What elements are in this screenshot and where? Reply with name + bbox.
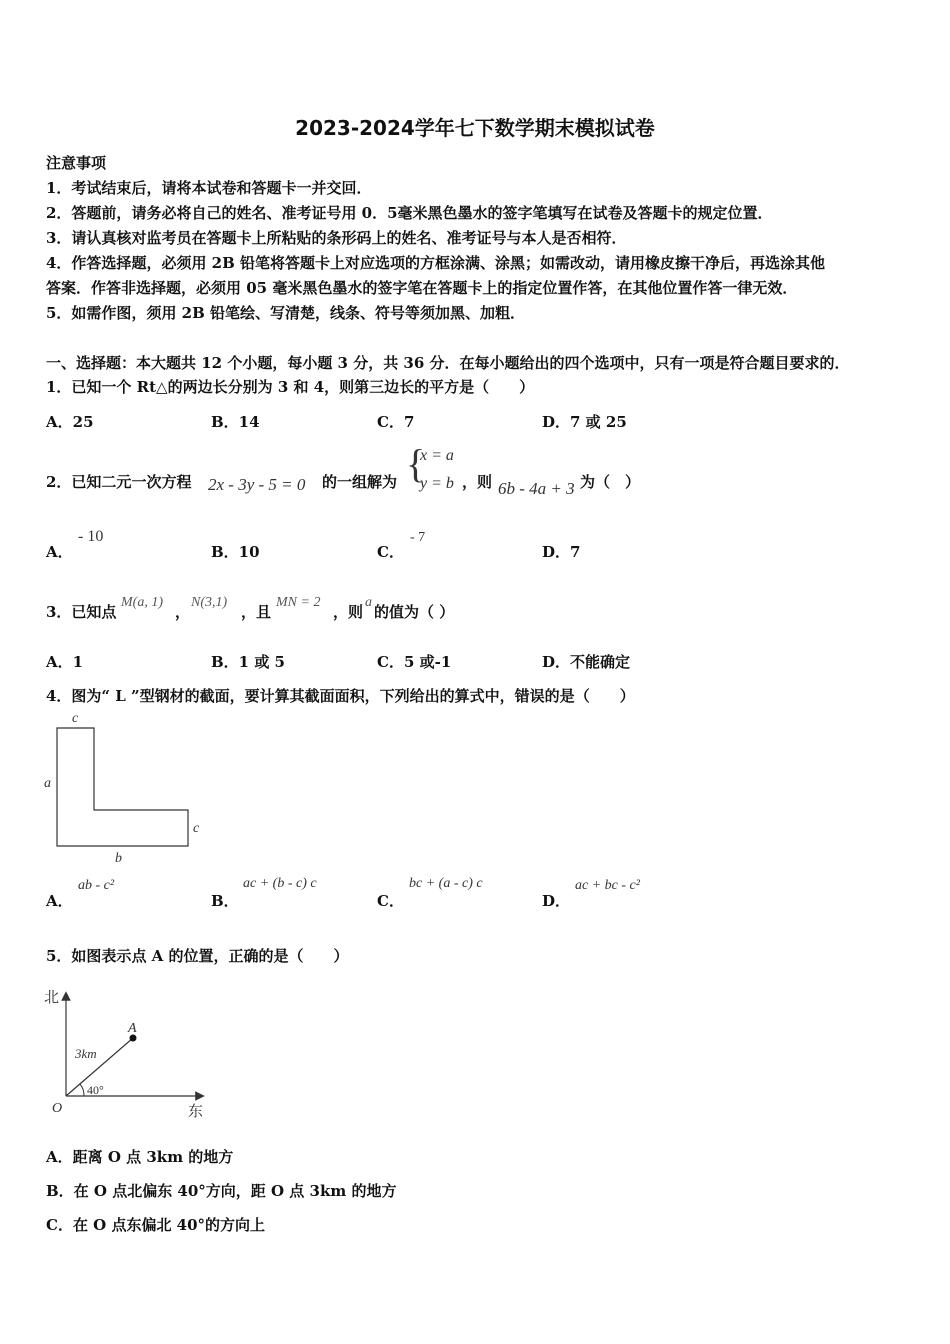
angle-label: 40°: [87, 1083, 104, 1097]
q1-option-a: A．25: [46, 413, 94, 431]
q1-option-b: B．14: [211, 413, 260, 431]
north-label: 北: [44, 990, 60, 1006]
label-c-right: c: [193, 821, 200, 836]
q4-option-b-value: ac + (b - c) c: [243, 876, 317, 891]
q3-option-a: A．1: [46, 653, 84, 671]
q4-option-a-value: ab - c²: [78, 878, 115, 893]
q2-stem-text: ，则: [462, 473, 493, 491]
notice-item: 4．作答选择题，必须用 2B 铅笔将答题卡上对应选项的方框涂满、涂黑；如需改动，请用橡皮擦干净后，再选涂其他: [46, 254, 826, 272]
q3-option-b: B．1 或 5: [211, 653, 285, 671]
q5-option-b: B．在 O 点北偏东 40°方向，距 O 点 3km 的地方: [46, 1182, 397, 1200]
q4-option-a: A．: [46, 892, 73, 910]
q1-option-c: C．7: [377, 413, 415, 431]
q2-stem-text: 的一组解为: [322, 473, 398, 491]
question-2-stem-start: 2．已知二元一次方程: [46, 473, 192, 491]
notice-item: 答案．作答非选择题，必须用 05 毫米黑色墨水的签字笔在答题卡上的指定位置作答，在其他位置作答一律无效．: [46, 279, 798, 297]
notice-item: 1．考试结束后，请将本试卷和答题卡一并交回．: [46, 179, 372, 197]
q2-option-a: A．: [46, 543, 73, 561]
q4-option-d: D．: [542, 892, 571, 910]
q2-system-bottom: y = b: [420, 475, 454, 492]
q3-point-n: N(3,1): [191, 595, 228, 610]
section-heading: 一、选择题：本大题共 12 个小题，每小题 3 分，共 36 分．在每小题给出的四个选项中，只有一项是符合题目要求的．: [46, 354, 850, 372]
l-shape-outline: [57, 728, 188, 846]
label-c-top: c: [72, 711, 79, 726]
notice-item: 5．如需作图，须用 2B 铅笔绘、写清楚，线条、符号等须加黑、加粗．: [46, 304, 525, 322]
q3-separator: ，: [175, 603, 191, 621]
page-title: 2023-2024学年七下数学期末模拟试卷: [295, 116, 655, 140]
q3-variable-a: a: [365, 595, 372, 610]
q3-option-d: D．不能确定: [542, 653, 631, 671]
question-5-stem: 5．如图表示点 A 的位置，正确的是（ ）: [46, 947, 349, 965]
q4-option-d-value: ac + bc - c²: [575, 878, 640, 893]
notice-item: 3．请认真核对监考员在答题卡上所粘贴的条形码上的姓名、准考证号与本人是否相符．: [46, 229, 627, 247]
notice-heading: 注意事项: [46, 154, 107, 172]
label-a: a: [44, 776, 51, 791]
q5-option-c: C．在 O 点东偏北 40°的方向上: [46, 1216, 266, 1234]
l-shape-diagram: [40, 708, 210, 868]
q4-option-c-value: bc + (a - c) c: [409, 876, 483, 891]
q2-option-a-value: - 10: [78, 528, 104, 545]
origin-label: O: [52, 1101, 63, 1116]
point-a-label: A: [128, 1021, 137, 1036]
q3-mn-equation: MN = 2: [276, 595, 321, 610]
q2-system-top: x = a: [420, 447, 454, 464]
angle-arc: [80, 1084, 84, 1096]
question-3-stem-start: 3．已知点: [46, 603, 117, 621]
q2-option-c-value: - 7: [410, 530, 426, 545]
compass-diagram: [40, 982, 215, 1122]
question-1-stem: 1．已知一个 Rt△的两边长分别为 3 和 4，则第三边长的平方是（ ）: [46, 378, 535, 396]
label-b: b: [115, 851, 122, 866]
q2-expression: 6b - 4a + 3: [498, 479, 575, 498]
q5-option-a: A．距离 O 点 3km 的地方: [46, 1148, 234, 1166]
q2-option-b: B．10: [211, 543, 260, 561]
q2-option-c: C．: [377, 543, 404, 561]
q3-point-m: M(a, 1): [121, 595, 163, 610]
east-label: 东: [188, 1104, 204, 1120]
q1-option-d: D．7 或 25: [542, 413, 627, 431]
q4-option-b: B．: [211, 892, 239, 910]
q3-stem-text: ，则: [333, 603, 364, 621]
q3-stem-text: ，且: [241, 603, 272, 621]
q4-option-c: C．: [377, 892, 404, 910]
system-brace: {: [406, 441, 426, 486]
q3-option-c: C．5 或-1: [377, 653, 452, 671]
q2-equation: 2x - 3y - 5 = 0: [208, 475, 306, 494]
question-4-stem: 4．图为“ L ”型钢材的截面，要计算其截面面积，下列给出的算式中，错误的是（ ）: [46, 687, 635, 705]
notice-item: 2．答题前，请务必将自己的姓名、准考证号用 0．5毫米黑色墨水的签字笔填写在试卷及答题卡的规定位置．: [46, 204, 773, 222]
q2-stem-end: 为（ ）: [580, 473, 641, 491]
q2-option-d: D．7: [542, 543, 581, 561]
q3-stem-end: 的值为（ ）: [374, 603, 455, 621]
distance-label: 3km: [75, 1046, 97, 1061]
